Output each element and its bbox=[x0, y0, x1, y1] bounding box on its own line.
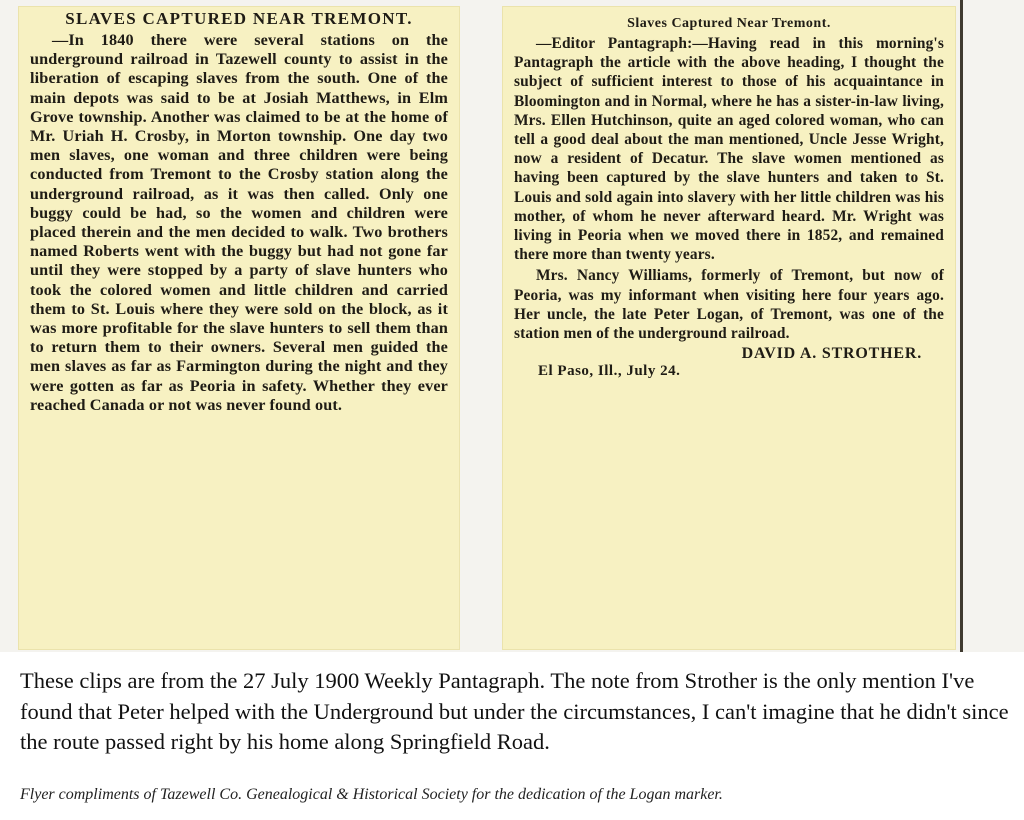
clip-right-paragraph-1: —Editor Pantagraph:—Having read in this morning's Pantagraph the article with the above heading, I thought the subject of sufficient interest to those of his acquaintance in Bloomington and in Normal, where he has a sister-in-law living, Mrs. Ellen Hutchinson, quite an aged colored woman, who can tell a good deal about the man mentioned, Uncle Jesse Wright, now a resident of Decatur. The slave women mentioned as having been captured by the slave hunters and taken to St. Louis and sold again into slavery with her little children was his mother, of whom he never afterward heard. Mr. Wright was living in Peoria when we moved there in 1852, and remained there more than twenty years. bbox=[514, 35, 944, 264]
credit-line: Flyer compliments of Tazewell Co. Genealogical & Historical Society for the dedication of the Logan marker. bbox=[20, 786, 723, 803]
newspaper-clip-right bbox=[502, 6, 956, 650]
column-rule bbox=[960, 0, 963, 652]
clip-right-dateline: El Paso, Ill., July 24. bbox=[538, 363, 681, 380]
newspaper-clip-left bbox=[18, 6, 460, 650]
caption-note: These clips are from the 27 July 1900 Weekly Pantagraph. The note from Strother is the only mention I've found that Peter helped with the Underground but under the circumstances, I can't imagine that he didn't since the route passed right by his home along Springfield Road. bbox=[20, 668, 1009, 754]
clip-left-body: —In 1840 there were several stations on the underground railroad in Tazewell county to assist in the liberation of escaping slaves from the south. One of the main depots was said to be at Josiah Matthews, in Elm Grove township. Another was claimed to be at the home of Mr. Uriah H. Crosby, in Morton township. One day two men slaves, one woman and three children were being conducted from Tremont to the Crosby station along the underground railroad, as it was then called. Only one buggy could be had, so the women and children were placed therein and the men decided to walk. Two brothers named Roberts went with the buggy but had not gone far until they were stopped by a party of slave hunters who took the colored women and little children and carried them to St. Louis where they were sold on the block, as it was more profitable for the slave hunters to sell them than to return them to their owners. Several men guided the men slaves as far as Farmington during the night and they were gotten as far as Peoria in safety. Whether they ever reached Canada or not was never found out. bbox=[30, 31, 448, 414]
clip-left-title: SLAVES CAPTURED NEAR TREMONT. bbox=[65, 9, 413, 28]
clip-right-paragraph-2: Mrs. Nancy Williams, formerly of Tremont, but now of Peoria, was my informant when visiting here four years ago. Her uncle, the late Peter Logan, of Tremont, was one of the station men of the underground railroad. bbox=[514, 267, 944, 343]
clip-right-title: Slaves Captured Near Tremont. bbox=[627, 16, 831, 31]
clip-right-signature: DAVID A. STROTHER. bbox=[741, 345, 922, 363]
